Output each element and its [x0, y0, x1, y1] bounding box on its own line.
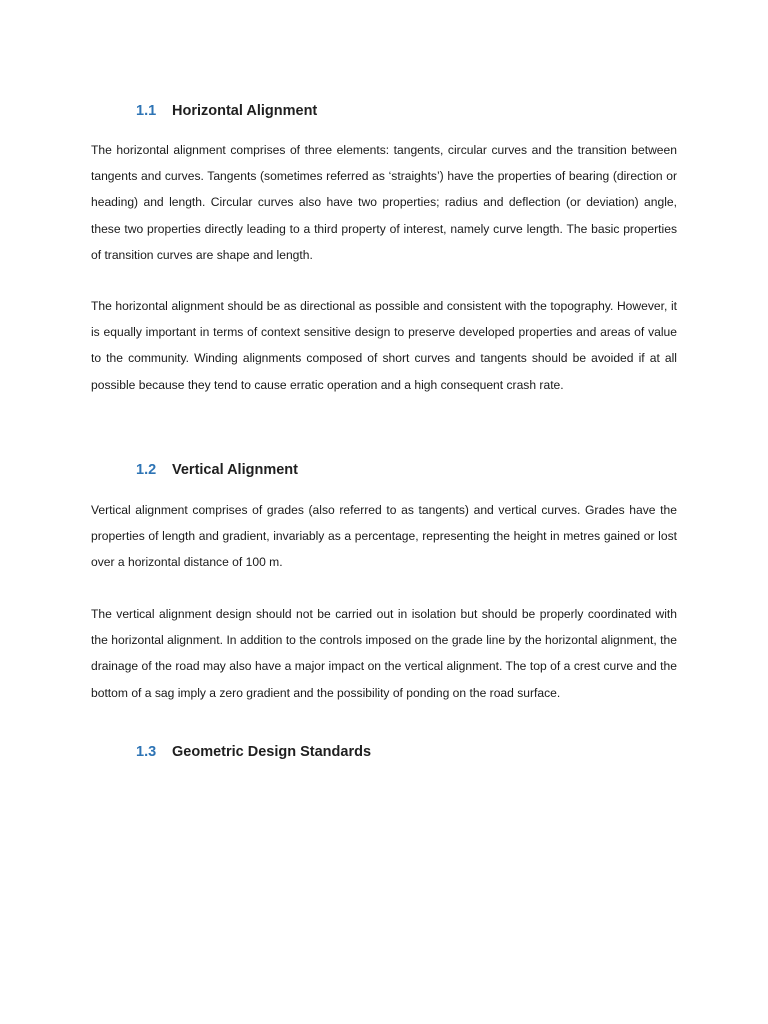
- section-title: Geometric Design Standards: [172, 744, 372, 760]
- section-heading-horizontal-alignment: [136, 103, 317, 119]
- section-heading-geometric-design-standards: [136, 744, 371, 760]
- paragraph: The vertical alignment design should not be carried out in isolation but should be properly coordinated with the horizontal alignment. In addition to the controls imposed on the grade line by the horizontal alignment, the drainage of the road may also have a major impact on the vertical alignment. The top of a crest curve and the bottom of a sag imply a zero gradient and the possibility of ponding on the road surface.: [91, 607, 677, 700]
- paragraph: The horizontal alignment comprises of three elements: tangents, circular curves and the transition between tangents and curves. Tangents (sometimes referred as ‘straights’) have the properties of bearing (direction or heading) and length. Circular curves also have two properties; radius and deflection (or deviation) angle, these two properties directly leading to a third property of interest, namely curve length. The basic properties of transition curves are shape and length.: [91, 143, 677, 262]
- section-number: 1.3: [136, 744, 157, 760]
- section-number: 1.1: [136, 103, 157, 119]
- paragraph: The horizontal alignment should be as directional as possible and consistent with the topography. However, it is equally important in terms of context sensitive design to preserve developed properties and areas of value to the community. Winding alignments composed of short curves and tangents should be avoided if at all possible because they tend to cause erratic operation and a high consequent crash rate.: [91, 299, 677, 392]
- section-title: Horizontal Alignment: [172, 103, 318, 119]
- section-heading-vertical-alignment: [136, 462, 298, 478]
- section-title: Vertical Alignment: [172, 462, 298, 478]
- section-number: 1.2: [136, 462, 157, 478]
- paragraph: Vertical alignment comprises of grades (also referred to as tangents) and vertical curves. Grades have the properties of length and gradient, invariably as a percentage, representing the height in metres gained or lost over a horizontal distance of 100 m.: [91, 503, 677, 570]
